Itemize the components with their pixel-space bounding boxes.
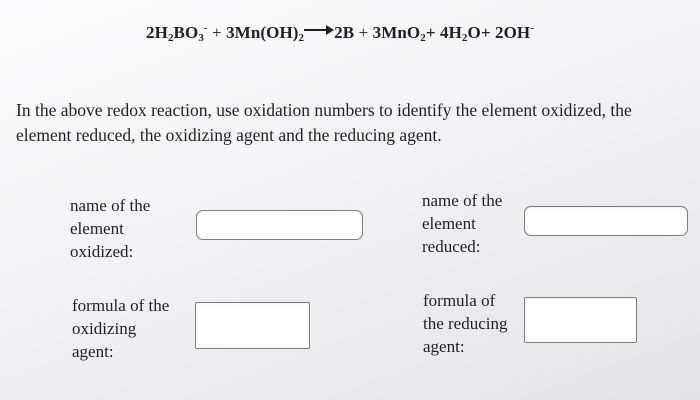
reactant-h2bo3: $2H_2BO_3^-$ — [146, 22, 208, 44]
oxidizing-agent-field[interactable] — [195, 302, 310, 349]
question-text: In the above redox reaction, use oxidation numbers to identify the element oxidized, the element reduced, the oxidizing agent and the reducing agent. — [16, 100, 632, 145]
reducing-agent-label: formula of the reducing agent: — [423, 291, 508, 356]
element-reduced-label: name of the element reduced: — [422, 191, 503, 256]
reaction-arrow-icon — [304, 25, 334, 35]
reaction-equation: $2H_2BO_3^- + 3Mn(OH)_2$ $2B + 3MnO_2+ 4H_2O+ 2OH^-$ — [146, 22, 534, 44]
element-oxidized-label: name of the element oxidized: — [70, 196, 151, 261]
product-h2o: $4H_2O$ — [439, 23, 481, 44]
reducing-agent-field[interactable] — [524, 297, 637, 343]
element-reduced-field[interactable] — [524, 206, 688, 236]
oxidizing-agent-label: formula of the oxidizing agent: — [72, 296, 170, 361]
element-oxidized-field[interactable] — [196, 210, 363, 240]
product-mno2: 3MnO$_2$ — [372, 23, 426, 44]
reactant-mnoh2: $3Mn(OH)_2$ — [226, 23, 305, 44]
product-oh: 2OH- — [494, 22, 534, 42]
product-b: 2B — [334, 23, 355, 42]
